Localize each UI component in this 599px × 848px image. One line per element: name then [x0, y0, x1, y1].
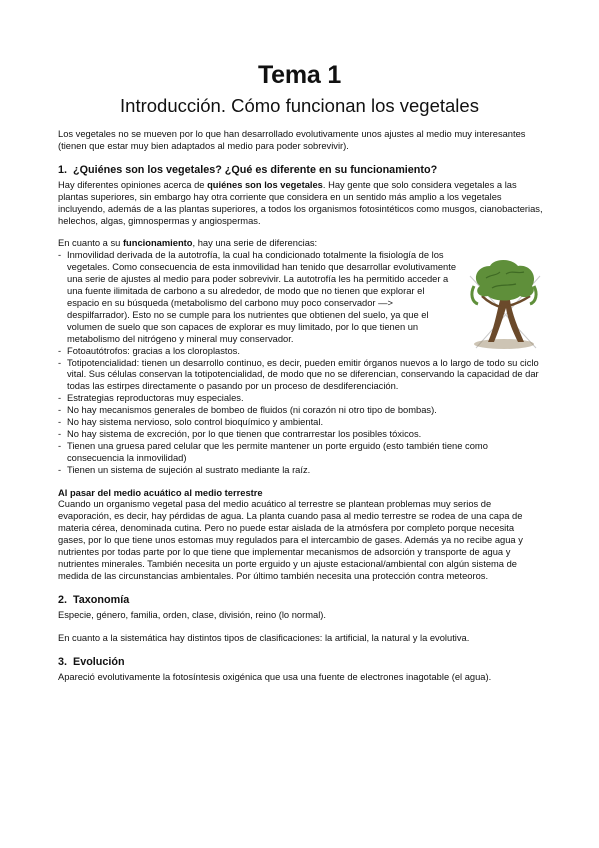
- section-1-paragraph-2: [58, 238, 544, 250]
- bullet-marker: -: [58, 464, 62, 475]
- text-run: , hay una serie de diferencias:: [192, 238, 318, 249]
- list-item: [58, 250, 544, 345]
- list-item-text: Tienen una gruesa pared celular que les permite mantener un porte erguido (esto también tiene como consecuencia la inmovilidad): [67, 440, 488, 463]
- list-item: [58, 441, 544, 465]
- list-item-text: Estrategias reproductoras muy especiales.: [67, 393, 244, 404]
- section-2-number: 2.: [58, 593, 68, 606]
- section-2-paragraph-1: Especie, género, familia, orden, clase, división, reino (lo normal).: [58, 609, 326, 620]
- list-item: [58, 346, 544, 358]
- text-run: En cuanto a su: [58, 238, 123, 249]
- section-3-number: 3.: [58, 655, 68, 668]
- section-3-title: Evolución: [73, 655, 125, 668]
- list-item: [58, 393, 544, 405]
- list-item: [58, 358, 544, 394]
- bold-text: quiénes son los vegetales: [207, 179, 323, 190]
- document-body: [58, 129, 544, 684]
- list-item: [58, 417, 544, 429]
- list-item-text: No hay sistema de excreción, por lo que tienen que contrarrestar los posibles tóxicos.: [67, 428, 422, 439]
- page-subtitle: Introducción. Cómo funcionan los vegetales: [120, 95, 479, 116]
- text-run: Hay diferentes opiniones acerca de: [58, 179, 208, 190]
- section-2-heading: [58, 594, 544, 607]
- bullet-marker: -: [58, 250, 62, 261]
- bullet-marker: -: [58, 357, 62, 368]
- list-item: [58, 429, 544, 441]
- list-item-text: Tienen un sistema de sujeción al sustrato mediante la raíz.: [67, 464, 311, 475]
- list-item-text: Totipotencialidad: tienen un desarrollo continuo, es decir, pueden emitir órganos nuevos a lo largo de todo su ciclo vital. Sus células conservan la totipotencialidad, de modo que no se diferencian, conservando la capacidad de dar todas las estirpes directamente o pasando por un proceso de desdiferenciación.: [67, 357, 539, 392]
- list-item-text: Fotoautótrofos: gracias a los cloroplastos.: [67, 345, 240, 356]
- bullet-marker: -: [58, 417, 62, 428]
- section-1-paragraph-1: [58, 180, 544, 228]
- intro-paragraph: Los vegetales no se mueven por lo que han desarrollado evolutivamente unos ajustes al medio muy interesantes (tienen que estar muy bien adaptados al medio para poder sobrevivir).: [58, 129, 526, 151]
- subsection-heading: Al pasar del medio acuático al medio terrestre: [58, 487, 263, 498]
- differences-list: [58, 250, 544, 476]
- page-title: Tema 1: [257, 61, 342, 89]
- list-item-text: No hay mecanismos generales de bombeo de fluidos (ni corazón ni otro tipo de bombas).: [67, 405, 437, 416]
- section-1-title: ¿Quiénes son los vegetales? ¿Qué es diferente en su funcionamiento?: [73, 163, 438, 176]
- section-1-number: 1.: [58, 163, 68, 176]
- bullet-marker: -: [58, 405, 62, 416]
- list-item: [58, 465, 544, 477]
- bold-text: funcionamiento: [122, 238, 193, 249]
- list-item: [58, 405, 544, 417]
- list-item-text: Inmovilidad derivada de la autotrofía, la cual ha condicionado totalmente la fisiología de los vegetales. Como consecuencia de esta inmovilidad han tenido que desarrollar evolutivamente una serie de ajustes al medio para poder sobrevivir. La autotrofía les ha permitido acceder a una fuente ilimitada de carbono a su alrededor, de modo que no tienen que explorar el espacio en su búsqueda (metabolismo del carbono muy poco conservador —> despilfarrador). Esto no se cumple para los nutrientes que obtienen del suelo, ya que el volumen de suelo que son capaces de explorar es muy limitado, por lo que tienen un metabolismo del nitrógeno y mineral muy conservador.: [67, 250, 457, 344]
- subsection-paragraph: Cuando un organismo vegetal pasa del medio acuático al terrestre se plantean problemas muy serios de evaporación, es decir, hay pérdidas de agua. La planta cuando pasa al medio terrestre se rodea de una capa de materia cérea, denominada cutina. Pero no puede estar aislada de la atmósfera por completo porque necesita gases, por lo que tiene unos estomas muy regulados para el intercambio de gases. Además ya no recibe agua y nutrientes por todas parte por lo que tiene que implementar mecanismos de adsorción y transporte de agua y nutrientes minerales. También necesita un porte erguido y un ajuste estacional/ambiental con algún sistema de medida de las circunstancias ambientales. Por último también necesita una protección contra meteoros.: [58, 499, 523, 581]
- bullet-marker: -: [58, 428, 62, 439]
- list-item-text: No hay sistema nervioso, solo control bioquímico y ambiental.: [67, 417, 324, 428]
- section-3-heading: [58, 656, 544, 669]
- bullet-marker: -: [58, 440, 62, 451]
- section-1-heading: [58, 164, 544, 177]
- bullet-marker: -: [58, 345, 62, 356]
- section-3-paragraph-1: Apareció evolutivamente la fotosíntesis oxigénica que usa una fuente de electrones inagotable (el agua).: [58, 671, 492, 682]
- text-run: . Hay gente que solo considera vegetales a las plantas superiores, sin embargo hay otra corriente que considera en un sentido más amplio a los vegetales incluyendo, además de a las plantas superiores, a todos los organismos fotosintéticos como musgos, cianobacterias, helechos, algas, gimnospermas y angiospermas.: [58, 179, 543, 226]
- section-2-paragraph-2: En cuanto a la sistemática hay distintos tipos de clasificaciones: la artificial, la natural y la evolutiva.: [58, 632, 470, 643]
- section-2-title: Taxonomía: [73, 593, 130, 606]
- bullet-marker: -: [58, 393, 62, 404]
